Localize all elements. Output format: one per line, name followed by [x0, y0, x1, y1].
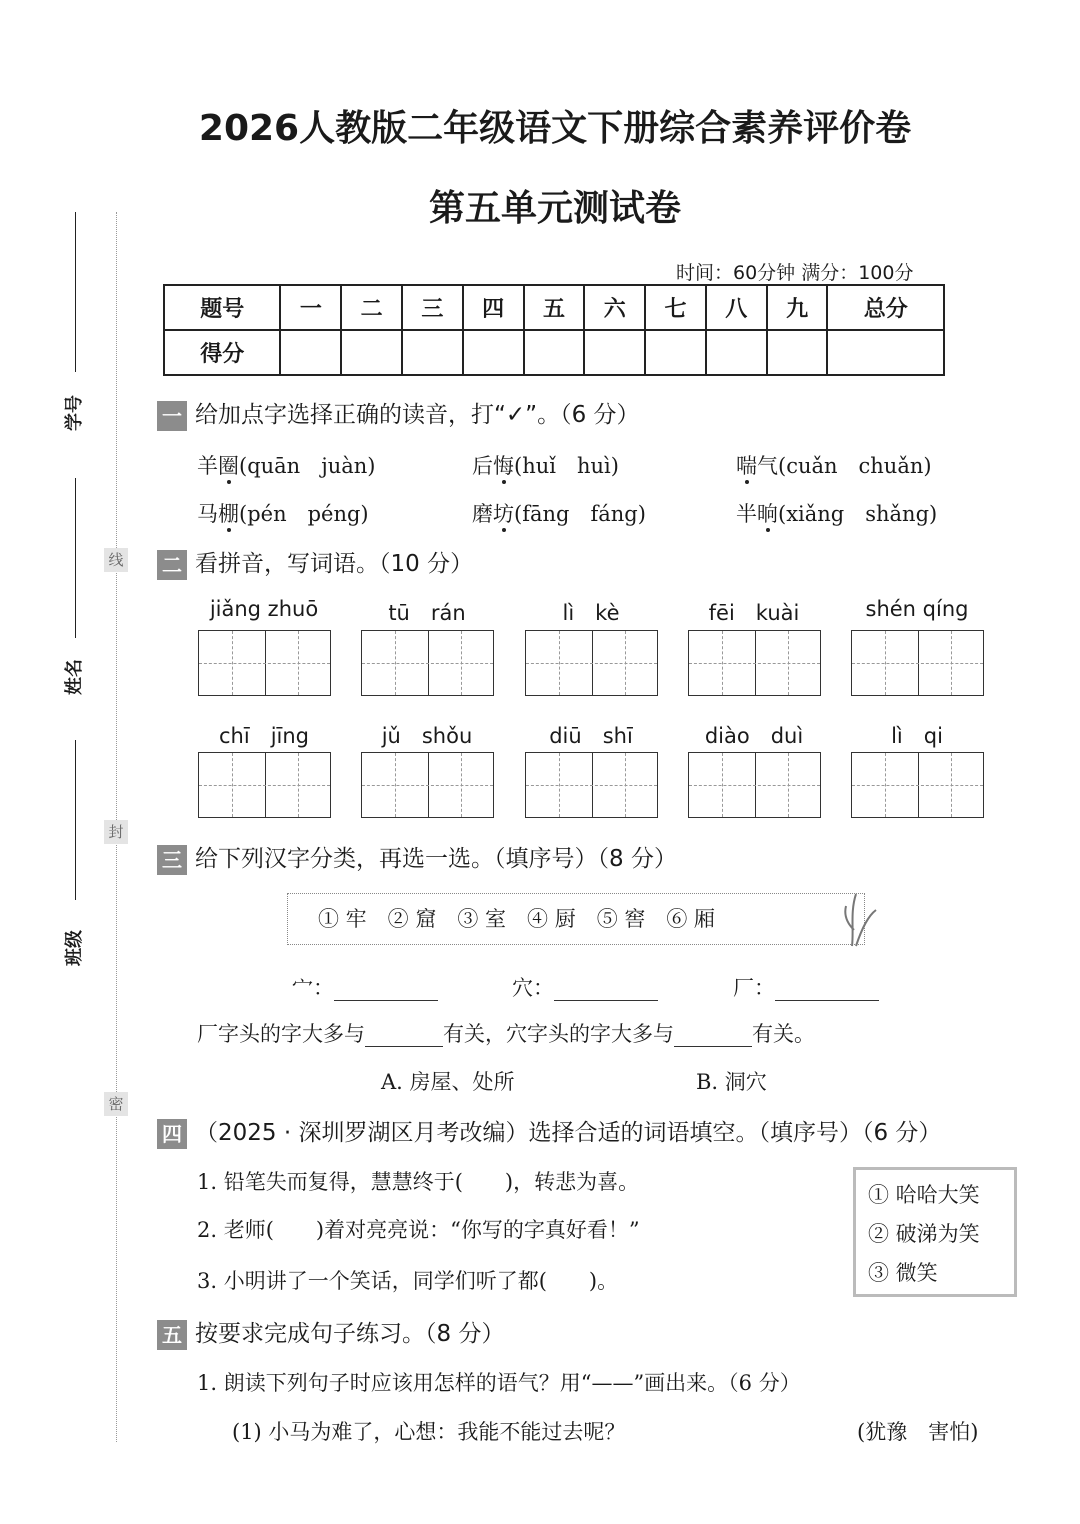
student-no-line	[75, 212, 76, 372]
pinyin-label: diū shī	[549, 724, 633, 748]
score-cell[interactable]	[341, 330, 402, 375]
score-cell[interactable]	[402, 330, 463, 375]
sentence-question-1: 1. 朗读下列句子时应该用怎样的语气？用“——”画出来。（6 分）	[197, 1371, 801, 1395]
pinyin-label: jǔ shǒu	[381, 724, 473, 748]
section-5-heading	[157, 1315, 504, 1350]
pinyin-label: shén qíng	[865, 597, 969, 621]
score-cell[interactable]	[827, 330, 944, 375]
fill-question-1[interactable]: 1. 铅笔失而复得，慧慧终于( )，转悲为喜。	[197, 1170, 640, 1194]
pinyin-item[interactable]: 马棚(pén péng)	[197, 502, 369, 526]
writing-grid[interactable]	[198, 752, 331, 818]
pinyin-item[interactable]: 磨坊(fāng fáng)	[472, 502, 646, 526]
score-header-cell: 九	[767, 285, 828, 330]
section-2-title: 看拼音，写词语。（10 分）	[195, 551, 474, 577]
fill-question-2[interactable]: 2. 老师( )着对亮亮说：“你写的字真好看！”	[197, 1218, 640, 1242]
tone-options[interactable]: (犹豫 害怕)	[857, 1420, 979, 1444]
section-5-title: 按要求完成句子练习。（8 分）	[195, 1321, 505, 1347]
score-header-cell: 七	[645, 285, 706, 330]
score-header-cell: 四	[463, 285, 524, 330]
pinyin-label: chī jīng	[219, 724, 309, 748]
section-2-heading	[157, 545, 473, 580]
pinyin-label: lì qi	[891, 724, 943, 748]
pinyin-label: lì kè	[562, 601, 620, 625]
score-value-row	[164, 330, 944, 375]
score-row-label: 得分	[164, 330, 280, 375]
pinyin-label: fēi kuài	[708, 601, 800, 625]
category-2[interactable]: 穴：	[512, 972, 658, 1002]
section-3-number: 三	[157, 845, 187, 875]
score-cell[interactable]	[584, 330, 645, 375]
pinyin-label: tū rán	[388, 601, 466, 625]
exam-subtitle: 第五单元测试卷	[428, 188, 681, 229]
student-no-label: 学号	[64, 395, 85, 431]
choice-a: A. 房屋、处所	[381, 1070, 515, 1094]
writing-grid[interactable]	[688, 630, 821, 696]
score-table	[163, 284, 945, 376]
word-options-box	[853, 1167, 1017, 1297]
category-1[interactable]: 宀：	[292, 972, 438, 1002]
score-header-cell: 八	[706, 285, 767, 330]
fill-question-3[interactable]: 3. 小明讲了一个笑话，同学们听了都( )。	[197, 1269, 619, 1293]
time-score-info: 时间：60分钟 满分：100分	[676, 262, 914, 284]
score-header-cell: 二	[341, 285, 402, 330]
writing-grid[interactable]	[525, 752, 658, 818]
section-2-number: 二	[157, 550, 187, 580]
character-options-box: ① 牢 ② 窟 ③ 室 ④ 厨 ⑤ 窖 ⑥ 厢	[287, 893, 865, 945]
choice-b: B. 洞穴	[696, 1070, 767, 1094]
pinyin-label: jiǎng zhuō	[209, 597, 319, 621]
score-header-cell: 一	[280, 285, 341, 330]
pinyin-item[interactable]: 后悔(huǐ huì)	[472, 454, 619, 478]
writing-grid[interactable]	[688, 752, 821, 818]
score-header-cell: 三	[402, 285, 463, 330]
pinyin-item[interactable]: 喘气(cuǎn chuǎn)	[736, 454, 932, 478]
mark-line: 线	[104, 548, 128, 572]
word-option: ① 哈哈大笑	[868, 1183, 980, 1207]
score-header-cell: 总分	[827, 285, 944, 330]
score-header-cell: 题号	[164, 285, 280, 330]
section-3-heading	[157, 840, 677, 875]
sentence-question-1-1: (1) 小马为难了，心想：我能不能过去呢？	[232, 1420, 626, 1444]
writing-grid[interactable]	[361, 752, 494, 818]
writing-grid[interactable]	[198, 630, 331, 696]
section-1-number: 一	[157, 401, 187, 431]
section-3-title: 给下列汉字分类，再选一选。（填序号）（8 分）	[195, 846, 677, 872]
mark-seal: 封	[104, 820, 128, 844]
section-4-number: 四	[157, 1119, 187, 1149]
pinyin-item[interactable]: 半晌(xiǎng shǎng)	[736, 502, 938, 526]
pinyin-label: diào duì	[704, 724, 804, 748]
score-header-cell: 六	[584, 285, 645, 330]
exam-title: 2026人教版二年级语文下册综合素养评价卷	[198, 108, 912, 149]
section-5-number: 五	[157, 1320, 187, 1350]
score-header-cell: 五	[524, 285, 585, 330]
class-label: 班级	[64, 930, 85, 966]
score-cell[interactable]	[767, 330, 828, 375]
writing-grid[interactable]	[525, 630, 658, 696]
word-option: ② 破涕为笑	[868, 1222, 980, 1246]
score-header-row	[164, 285, 944, 330]
class-line	[75, 740, 76, 900]
score-cell[interactable]	[706, 330, 767, 375]
score-cell[interactable]	[280, 330, 341, 375]
score-cell[interactable]	[524, 330, 585, 375]
section-1-heading	[157, 396, 640, 431]
name-line	[75, 478, 76, 638]
section-4-heading	[157, 1114, 941, 1149]
writing-grid[interactable]	[361, 630, 494, 696]
word-option: ③ 微笑	[868, 1261, 938, 1285]
category-3[interactable]: 厂：	[733, 972, 879, 1002]
grass-decoration-icon	[842, 890, 878, 948]
mark-dense: 密	[104, 1092, 128, 1116]
pinyin-item[interactable]: 羊圈(quān juàn)	[197, 454, 376, 478]
score-cell[interactable]	[645, 330, 706, 375]
writing-grid[interactable]	[851, 752, 984, 818]
classification-question[interactable]: 厂字头的字大多与 有关，穴字头的字大多与 有关。	[197, 1022, 815, 1046]
score-cell[interactable]	[463, 330, 524, 375]
section-4-title: （2025 · 深圳罗湖区月考改编）选择合适的词语填空。（填序号）（6 分）	[195, 1120, 942, 1146]
section-1-title: 给加点字选择正确的读音，打“✓”。（6 分）	[195, 402, 640, 428]
writing-grid[interactable]	[851, 630, 984, 696]
name-label: 姓名	[64, 659, 85, 695]
